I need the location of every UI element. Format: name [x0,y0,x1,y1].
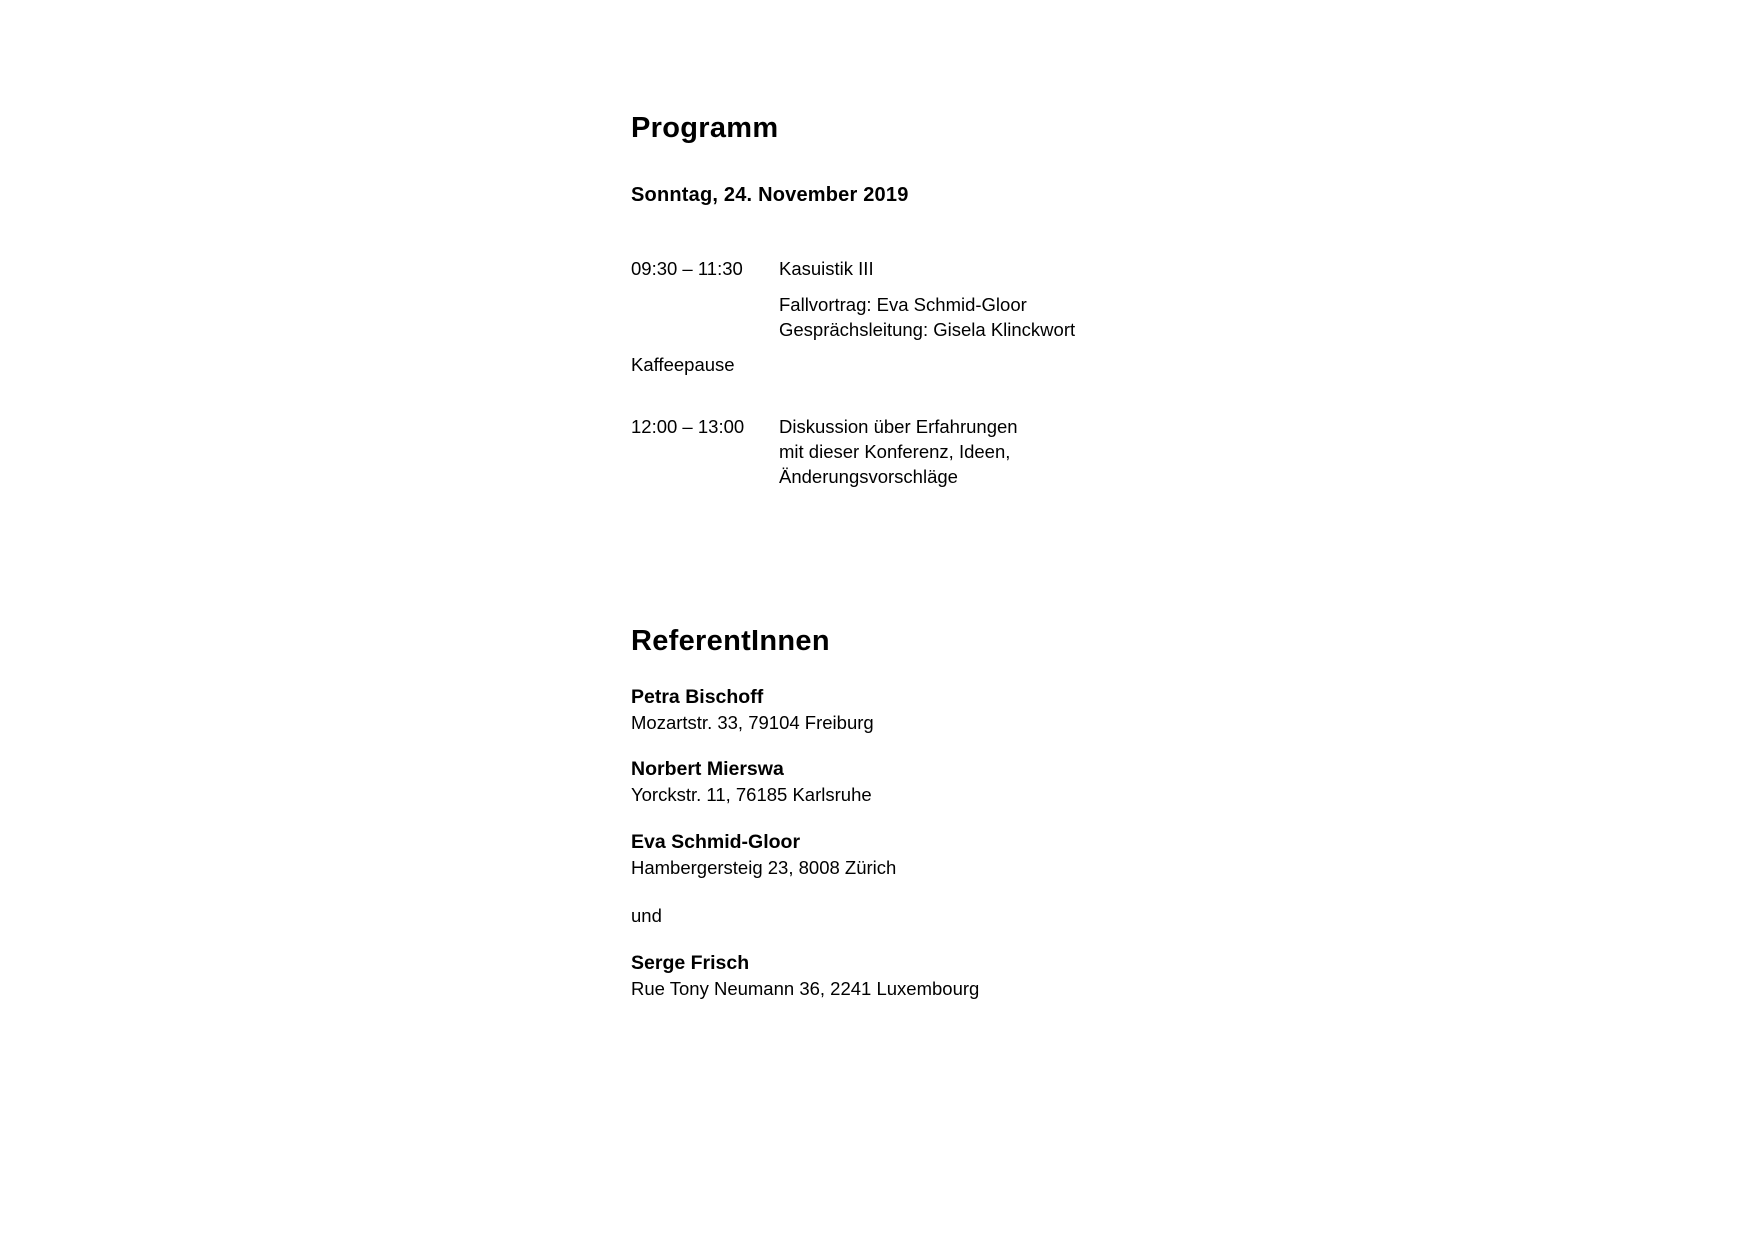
speaker-address: Rue Tony Neumann 36, 2241 Luxembourg [631,978,980,999]
speaker-name: Eva Schmid-Gloor [631,831,801,853]
speaker-name: Serge Frisch [631,952,750,974]
speaker-name: Petra Bischoff [631,686,764,708]
programm-heading: Programm [631,112,779,144]
session2-line1: Diskussion über Erfahrungen [779,416,1018,437]
program-date: Sonntag, 24. November 2019 [631,184,909,206]
referenten-heading: ReferentInnen [631,625,830,657]
session1-time: 09:30 – 11:30 [631,258,743,279]
session1-moderation: Gesprächsleitung: Gisela Klinckwort [779,319,1076,340]
und-text: und [631,905,662,926]
speaker-name: Norbert Mierswa [631,758,784,780]
session2-time: 12:00 – 13:00 [631,416,745,437]
session2-line3: Änderungsvorschläge [779,466,958,487]
coffee-break: Kaffeepause [631,354,735,375]
session1-title: Kasuistik III [779,258,874,279]
speaker-address: Hambergersteig 23, 8008 Zürich [631,857,897,878]
speaker-address: Yorckstr. 11, 76185 Karlsruhe [631,784,872,805]
session2-line2: mit dieser Konferenz, Ideen, [779,441,1011,462]
speaker-address: Mozartstr. 33, 79104 Freiburg [631,712,874,733]
session1-speaker: Fallvortrag: Eva Schmid-Gloor [779,294,1027,315]
